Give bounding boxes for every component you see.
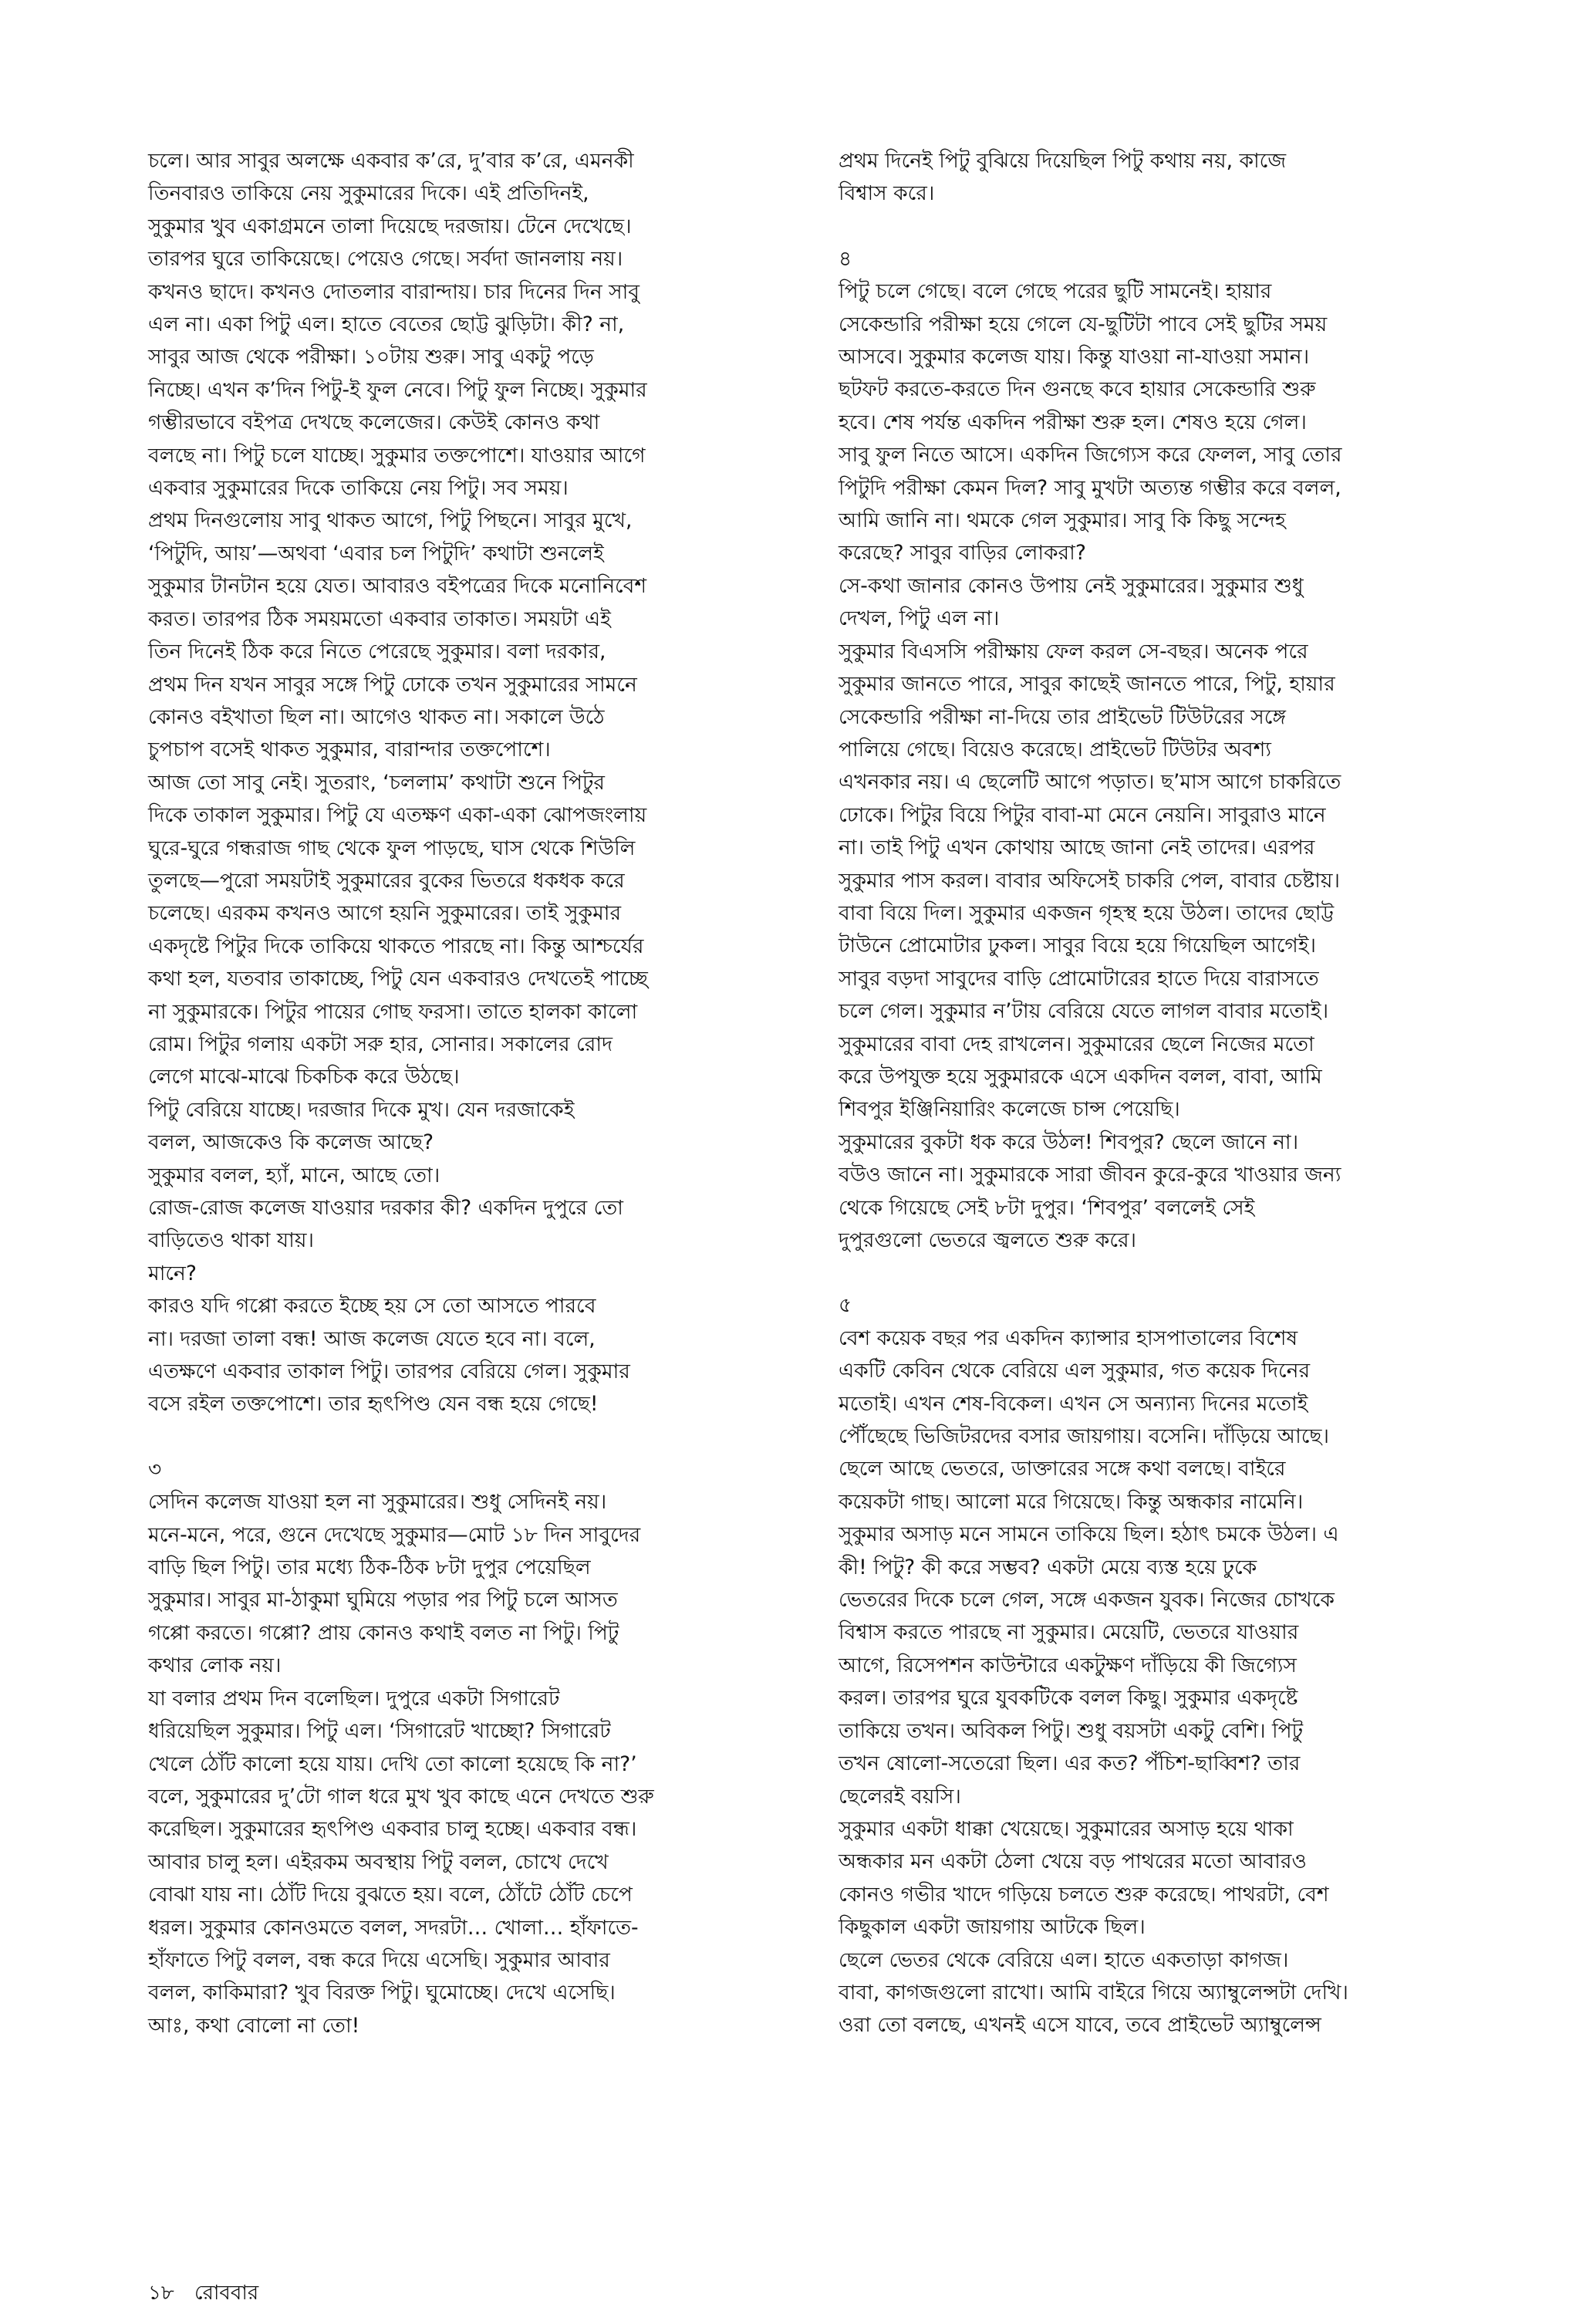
left-text-block-2: সেদিন কলেজ যাওয়া হল না সুকুমারের। শুধু সেদিনই নয়। মনে-মনে, পরে, গুনে দেখেছে সুকুমার—মোট ১৮ দিন সাবুদের বাড়ি ছিল পিটু। তার মধ্যে ঠিক-ঠিক ৮টা দুপুর পেয়েছিল সুকুমার। সাবুর মা-ঠাকুমা ঘুমিয়ে পড়ার পর পিটু চলে আসত গপ্পো করতে। গপ্পো? প্রায় কোনও কথাই বলত না পিটু। পিটু কথার লোক নয়। যা বলার প্রথম দিন বলেছিল। দুপুরে একটা সিগারেট ধরিয়েছিল সুকুমার। পিটু এল। ‘সিগারেট খাচ্ছো? সিগারেট খেলে ঠোঁট কালো হয়ে যায়। দেখি তো কালো হয়েছে কি না?’ বলে, সুকুমারের দু’টো গাল ধরে মুখ খুব কাছে এনে দেখতে শুরু করেছিল। সুকুমারের হৃৎপিণ্ড একবার চালু হচ্ছে। একবার বন্ধ। আবার চালু হল। এইরকম অবস্থায় পিটু বলল, চোখে দেখে বোঝা যায় না। ঠোঁট দিয়ে বুঝতে হয়। বলে, ঠোঁটে ঠোঁট চেপে ধরল। সুকুমার কোনওমতে বলল, সদরটা… খোলা… হাঁফাতে- হাঁফাতে পিটু বলল, বন্ধ করে দিয়ে এসেছি। সুকুমার আবার বলল, কাকিমারা? খুব বিরক্ত পিটু। ঘুমোচ্ছে। দেখে এসেছি। আঃ, কথা বোলো না তো! bbox=[148, 1490, 654, 2038]
left-text-block-1: চলে। আর সাবুর অলক্ষে একবার ক’রে, দু’বার ক’রে, এমনকী তিনবারও তাকিয়ে নেয় সুকুমারের দিকে। এই প্রতিদিনই, সুকুমার খুব একাগ্রমনে তালা দিয়েছে দরজায়। টেনে দেখেছে। তারপর ঘুরে তাকিয়েছে। পেয়েও গেছে। সর্বদা জানলায় নয়। কখনও ছাদে। কখনও দোতলার বারান্দায়। চার দিনের দিন সাবু এল না। একা পিটু এল। হাতে বেতের ছোট্ট ঝুড়িটা। কী? না, সাবুর আজ থেকে পরীক্ষা। ১০টায় শুরু। সাবু একটু পড়ে নিচ্ছে। এখন ক’দিন পিটু-ই ফুল নেবে। পিটু ফুল নিচ্ছে। সুকুমার গম্ভীরভাবে বইপত্র দেখছে কলেজের। কেউই কোনও কথা বলছে না। পিটু চলে যাচ্ছে। সুকুমার তক্তপোশে। যাওয়ার আগে একবার সুকুমারের দিকে তাকিয়ে নেয় পিটু। সব সময়। প্রথম দিনগুলোয় সাবু থাকত আগে, পিটু পিছনে। সাবুর মুখে, ‘পিটুদি, আয়’—অথবা ‘এবার চল পিটুদি’ কথাটা শুনলেই সুকুমার টানটান হয়ে যেত। আবারও বইপত্রের দিকে মনোনিবেশ করত। তারপর ঠিক সময়মতো একবার তাকাত। সময়টা এই তিন দিনেই ঠিক করে নিতে পেরেছে সুকুমার। বলা দরকার, প্রথম দিন যখন সাবুর সঙ্গে পিটু ঢোকে তখন সুকুমারের সামনে কোনও বইখাতা ছিল না। আগেও থাকত না। সকালে উঠে চুপচাপ বসেই থাকত সুকুমার, বারান্দার তক্তপোশে। আজ তো সাবু নেই। সুতরাং, ‘চললাম’ কথাটা শুনে পিটুর দিকে তাকাল সুকুমার। পিটু যে এতক্ষণ একা-একা ঝোপজংলায় ঘুরে-ঘুরে গন্ধরাজ গাছ থেকে ফুল পাড়ছে, ঘাস থেকে শিউলি তুলছে—পুরো সময়টাই সুকুমারের বুকের ভিতরে ধকধক করে চলেছে। এরকম কখনও আগে হয়নি সুকুমারের। তাই সুকুমার একদৃষ্টে পিটুর দিকে তাকিয়ে থাকতে পারছে না। কিন্তু আশ্চর্যের কথা হল, যতবার তাকাচ্ছে, পিটু যেন একবারও দেখতেই পাচ্ছে না সুকুমারকে। পিটুর পায়ের গোছ ফরসা। তাতে হালকা কালো রোম। পিটুর গলায় একটা সরু হার, সোনার। সকালের রোদ লেগে মাঝে-মাঝে চিকচিক করে উঠছে। পিটু বেরিয়ে যাচ্ছে। দরজার দিকে মুখ। যেন দরজাকেই বলল, আজকেও কি কলেজ আছে? সুকুমার বলল, হ্যাঁ, মানে, আছে তো। রোজ-রোজ কলেজ যাওয়ার দরকার কী? একদিন দুপুরে তো বাড়িতেও থাকা যায়। মানে? কারও যদি গপ্পো করতে ইচ্ছে হয় সে তো আসতে পারবে না। দরজা তালা বন্ধ! আজ কলেজ যেতে হবে না। বলে, এতক্ষণে একবার তাকাল পিটু। তারপর বেরিয়ে গেল। সুকুমার বসে রইল তক্তপোশে। তার হৃৎপিণ্ড যেন বন্ধ হয়ে গেছে! bbox=[148, 149, 648, 1417]
right-text-block-1: প্রথম দিনেই পিটু বুঝিয়ে দিয়েছিল পিটু কথায় নয়, কাজে বিশ্বাস করে। bbox=[839, 149, 1287, 206]
section-gap bbox=[148, 1421, 758, 1454]
page-number: ১৮ bbox=[148, 2282, 174, 2305]
section-number-4: ৪ bbox=[839, 246, 852, 271]
left-column bbox=[148, 145, 758, 2042]
section-number-3: ৩ bbox=[148, 1457, 162, 1481]
right-text-block-2: পিটু চলে গেছে। বলে গেছে পরের ছুটি সামনেই। হায়ার সেকেন্ডারি পরীক্ষা হয়ে গেলে যে-ছুটিটা পাবে সেই ছুটির সময় আসবে। সুকুমার কলেজ যায়। কিন্তু যাওয়া না-যাওয়া সমান। ছটফট করতে-করতে দিন গুনছে কবে হায়ার সেকেন্ডারি শুরু হবে। শেষ পর্যন্ত একদিন পরীক্ষা শুরু হল। শেষও হয়ে গেল। সাবু ফুল নিতে আসে। একদিন জিগ্যেস করে ফেলল, সাবু তোর পিটুদি পরীক্ষা কেমন দিল? সাবু মুখটা অত্যন্ত গম্ভীর করে বলল, আমি জানি না। থমকে গেল সুকুমার। সাবু কি কিছু সন্দেহ করেছে? সাবুর বাড়ির লোকরা? সে-কথা জানার কোনও উপায় নেই সুকুমারের। সুকুমার শুধু দেখল, পিটু এল না। সুকুমার বিএসসি পরীক্ষায় ফেল করল সে-বছর। অনেক পরে সুকুমার জানতে পারে, সাবুর কাছেই জানতে পারে, পিটু, হায়ার সেকেন্ডারি পরীক্ষা না-দিয়ে তার প্রাইভেট টিউটরের সঙ্গে পালিয়ে গেছে। বিয়েও করেছে। প্রাইভেট টিউটর অবশ্য এখনকার নয়। এ ছেলেটি আগে পড়াত। ছ’মাস আগে চাকরিতে ঢোকে। পিটুর বিয়ে পিটুর বাবা-মা মেনে নেয়নি। সাবুরাও মানে না। তাই পিটু এখন কোথায় আছে জানা নেই তাদের। এরপর সুকুমার পাস করল। বাবার অফিসেই চাকরি পেল, বাবার চেষ্টায়। বাবা বিয়ে দিল। সুকুমার একজন গৃহস্থ হয়ে উঠল। তাদের ছোট্ট টাউনে প্রোমোটার ঢুকল। সাবুর বিয়ে হয়ে গিয়েছিল আগেই। সাবুর বড়দা সাবুদের বাড়ি প্রোমোটারের হাতে দিয়ে বারাসতে চলে গেল। সুকুমার ন’টায় বেরিয়ে যেতে লাগল বাবার মতোই। সুকুমারের বাবা দেহ রাখলেন। সুকুমারের ছেলে নিজের মতো করে উপযুক্ত হয়ে সুকুমারকে এসে একদিন বলল, বাবা, আমি শিবপুর ইঞ্জিনিয়ারিং কলেজে চান্স পেয়েছি। সুকুমারের বুকটা ধক করে উঠল! শিবপুর? ছেলে জানে না। বউও জানে না। সুকুমারকে সারা জীবন কুরে-কুরে খাওয়ার জন্য থেকে গিয়েছে সেই ৮টা দুপুর। ‘শিবপুর’ বললেই সেই দুপুরগুলো ভেতরে জ্বলতে শুরু করে। bbox=[839, 279, 1342, 1252]
page-footer bbox=[148, 2281, 272, 2305]
section-number-5: ৫ bbox=[839, 1293, 852, 1318]
magazine-name: রোববার bbox=[194, 2282, 259, 2305]
right-column bbox=[839, 145, 1453, 2042]
section-gap bbox=[839, 211, 1453, 243]
section-gap bbox=[839, 1257, 1453, 1289]
right-text-block-3: বেশ কয়েক বছর পর একদিন ক্যান্সার হাসপাতালের বিশেষ একটি কেবিন থেকে বেরিয়ে এল সুকুমার, গত কয়েক দিনের মতোই। এখন শেষ-বিকেল। এখন সে অন্যান্য দিনের মতোই পৌঁছেছে ভিজিটরদের বসার জায়গায়। বসেনি। দাঁড়িয়ে আছে। ছেলে আছে ভেতরে, ডাক্তারের সঙ্গে কথা বলছে। বাইরে কয়েকটা গাছ। আলো মরে গিয়েছে। কিন্তু অন্ধকার নামেনি। সুকুমার অসাড় মনে সামনে তাকিয়ে ছিল। হঠাৎ চমকে উঠল। এ কী! পিটু? কী করে সম্ভব? একটা মেয়ে ব্যস্ত হয়ে ঢুকে ভেতরের দিকে চলে গেল, সঙ্গে একজন যুবক। নিজের চোখকে বিশ্বাস করতে পারছে না সুকুমার। মেয়েটি, ভেতরে যাওয়ার আগে, রিসেপশন কাউন্টারে একটুক্ষণ দাঁড়িয়ে কী জিগ্যেস করল। তারপর ঘুরে যুবকটিকে বলল কিছু। সুকুমার একদৃষ্টে তাকিয়ে তখন। অবিকল পিটু। শুধু বয়সটা একটু বেশি। পিটু তখন ষোলো-সতেরো ছিল। এর কত? পঁচিশ-ছাব্বিশ? তার ছেলেরই বয়সি। সুকুমার একটা ধাক্কা খেয়েছে। সুকুমারের অসাড় হয়ে থাকা অন্ধকার মন একটা ঠেলা খেয়ে বড় পাথরের মতো আবারও কোনও গভীর খাদে গড়িয়ে চলতে শুরু করেছে। পাথরটা, বেশ কিছুকাল একটা জায়গায় আটকে ছিল। ছেলে ভেতর থেকে বেরিয়ে এল। হাতে একতাড়া কাগজ। বাবা, কাগজগুলো রাখো। আমি বাইরে গিয়ে অ্যাম্বুলেন্সটা দেখি। ওরা তো বলছে, এখনই এসে যাবে, তবে প্রাইভেট অ্যাম্বুলেন্স bbox=[839, 1326, 1348, 2038]
